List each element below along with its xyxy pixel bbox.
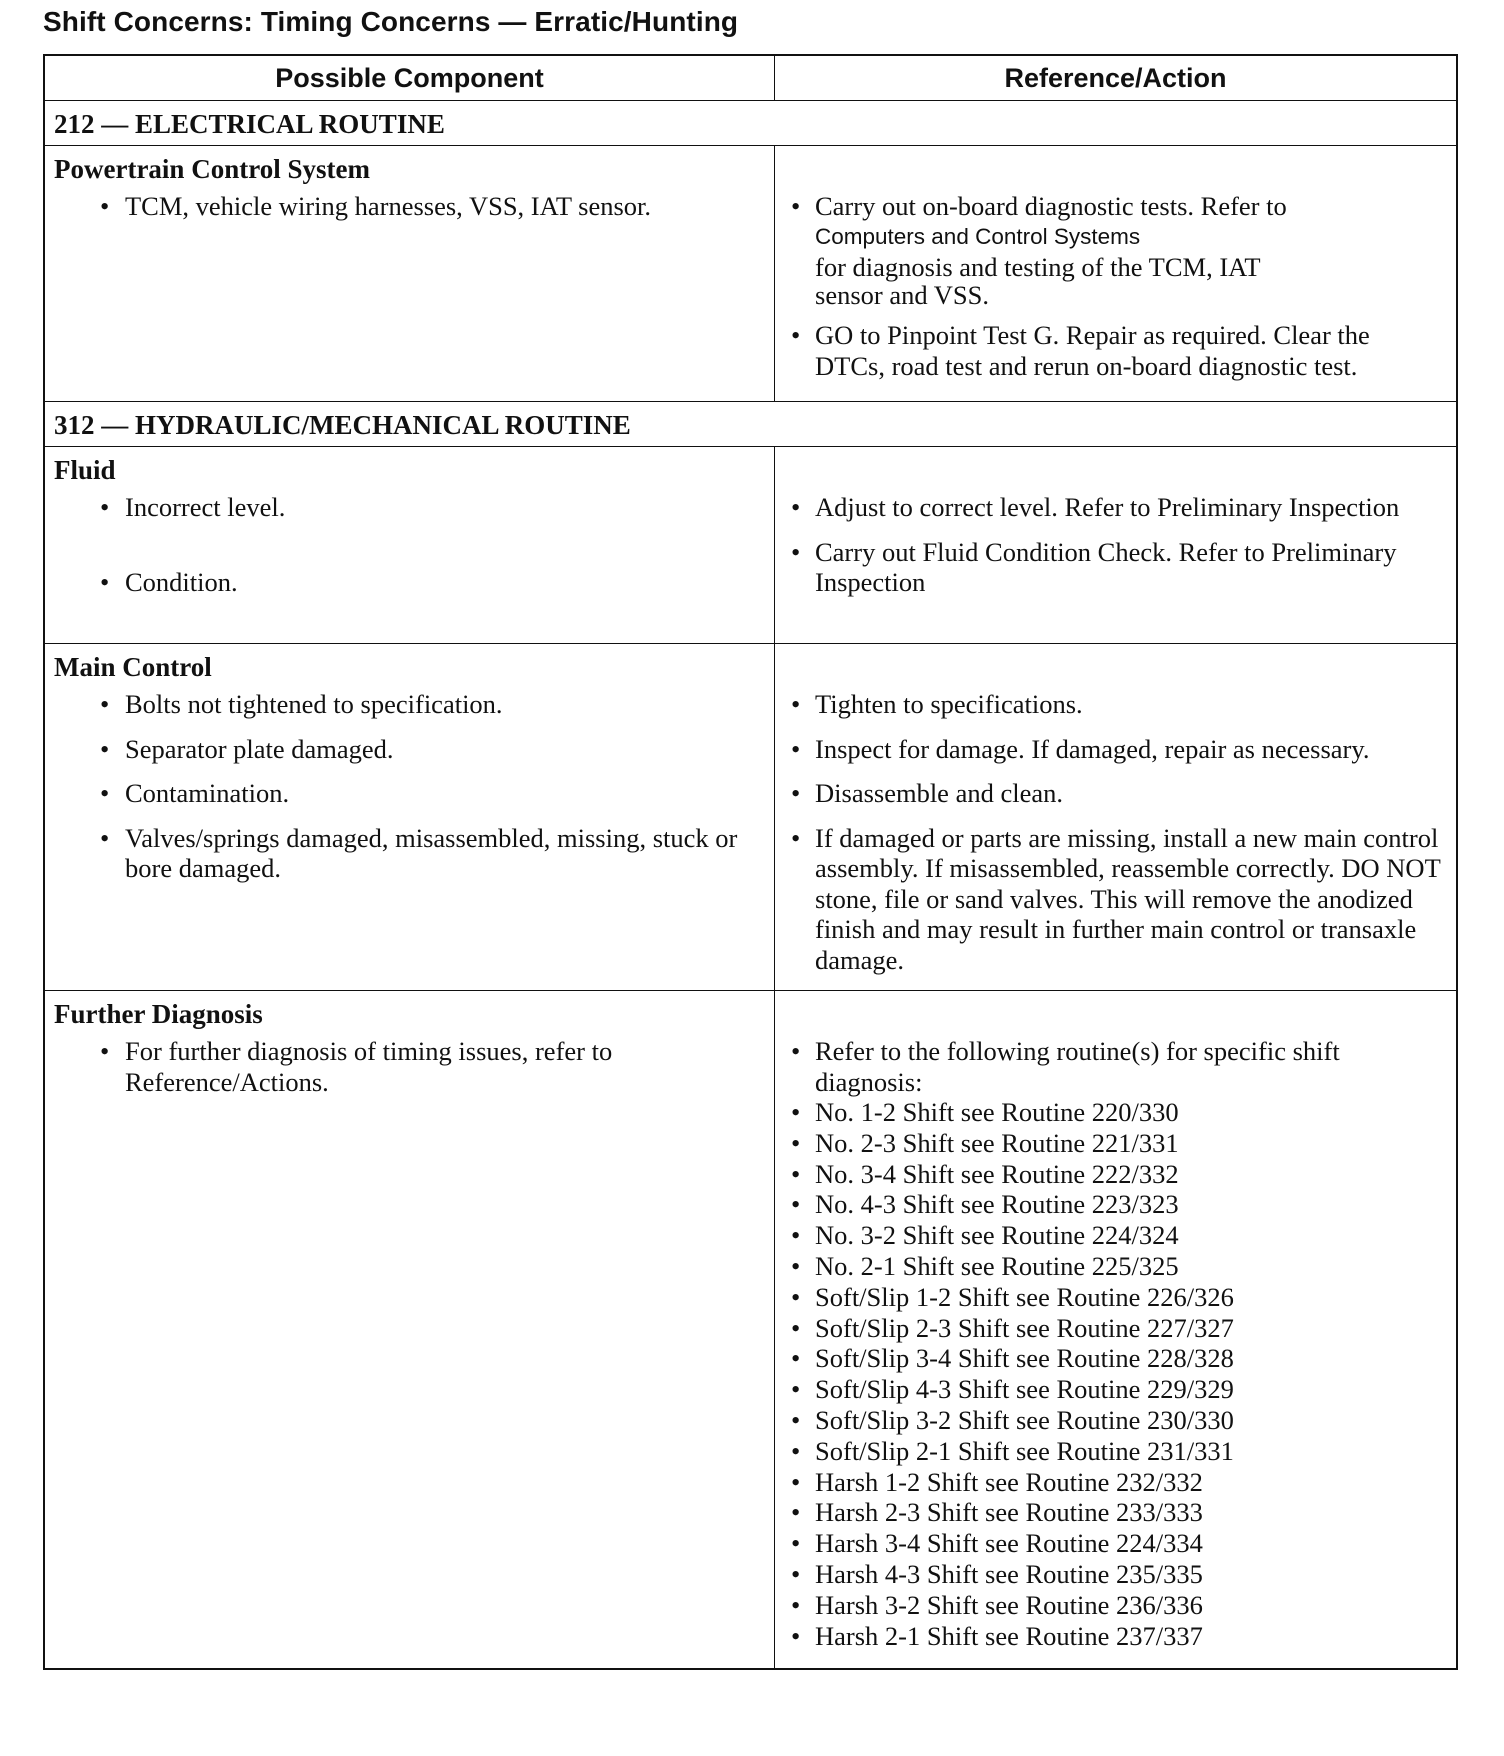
action-cell-main-control — [775, 644, 1456, 990]
action-item: • Disassemble and clean. — [775, 778, 1456, 809]
action-text: for diagnosis and testing of the TCM, IAT — [815, 251, 1261, 282]
routine-item: • Harsh 3-4 Shift see Routine 224/334 — [775, 1528, 1456, 1559]
action-item: • Carry out Fluid Condition Check. Refer to Preliminary Inspection — [775, 537, 1456, 598]
routine-item: • Harsh 2-3 Shift see Routine 233/333 — [775, 1497, 1456, 1528]
routine-item: • No. 2-3 Shift see Routine 221/331 — [775, 1128, 1456, 1159]
group-title-further-diagnosis: Further Diagnosis — [54, 999, 263, 1029]
component-cell-further-diagnosis — [45, 991, 775, 1668]
column-header-component: Possible Component — [45, 56, 775, 100]
action-item: • If damaged or parts are missing, install a new main control assembly. If misassembled, reassemble correctly. DO NOT stone, file or sand valves. This will remove the anodized finish and may result in further main control or transaxle damage. — [775, 823, 1456, 976]
routine-item: • Harsh 3-2 Shift see Routine 236/336 — [775, 1590, 1456, 1621]
routine-item: • No. 3-2 Shift see Routine 224/324 — [775, 1220, 1456, 1251]
group-title-fluid: Fluid — [54, 455, 116, 485]
routine-item: • No. 4-3 Shift see Routine 223/323 — [775, 1189, 1456, 1220]
table-header-row — [45, 56, 1456, 100]
routine-item: • Soft/Slip 1-2 Shift see Routine 226/326 — [775, 1282, 1456, 1313]
group-row-main-control — [45, 643, 1456, 990]
action-text: • Carry out on-board diagnostic tests. Refer to — [815, 191, 1287, 221]
group-row-powertrain — [45, 145, 1456, 401]
section-label-electrical: 212 — ELECTRICAL ROUTINE — [54, 109, 445, 139]
routine-item: • Soft/Slip 4-3 Shift see Routine 229/329 — [775, 1374, 1456, 1405]
diagnosis-table — [43, 54, 1458, 1670]
routine-item: • Harsh 1-2 Shift see Routine 232/332 — [775, 1467, 1456, 1498]
component-cell-main-control — [45, 644, 775, 990]
action-cell-fluid — [775, 447, 1456, 643]
component-item: • Separator plate damaged. — [45, 734, 774, 765]
group-title-main-control: Main Control — [54, 652, 212, 682]
routine-item: • Harsh 4-3 Shift see Routine 235/335 — [775, 1559, 1456, 1590]
action-item — [775, 191, 1456, 308]
component-item: • TCM, vehicle wiring harnesses, VSS, IAT sensor. — [45, 191, 774, 222]
routine-item: • No. 2-1 Shift see Routine 225/325 — [775, 1251, 1456, 1282]
action-cell-powertrain — [775, 146, 1456, 401]
page-title: Shift Concerns: Timing Concerns — Erratic/Hunting — [43, 6, 739, 37]
component-item: • Incorrect level. — [45, 492, 774, 553]
routine-item: • Soft/Slip 3-4 Shift see Routine 228/328 — [775, 1343, 1456, 1374]
routine-item: • Soft/Slip 2-3 Shift see Routine 227/327 — [775, 1313, 1456, 1344]
routine-item: • Harsh 2-1 Shift see Routine 237/337 — [775, 1621, 1456, 1652]
component-cell-powertrain — [45, 146, 775, 401]
reference-link[interactable]: Computers and Control Systems — [815, 223, 1141, 249]
component-item: • Condition. — [45, 567, 774, 598]
action-cell-further-diagnosis — [775, 991, 1456, 1668]
routine-item: • No. 3-4 Shift see Routine 222/332 — [775, 1159, 1456, 1190]
action-text: sensor and VSS. — [815, 280, 989, 310]
section-row-hydraulic — [45, 401, 1456, 446]
action-item: • Refer to the following routine(s) for specific shift diagnosis: — [775, 1036, 1456, 1097]
routine-item: • Soft/Slip 2-1 Shift see Routine 231/331 — [775, 1436, 1456, 1467]
component-item: • Contamination. — [45, 778, 774, 809]
action-item: • Adjust to correct level. Refer to Preliminary Inspection — [775, 492, 1456, 523]
group-title-powertrain: Powertrain Control System — [54, 154, 370, 184]
component-cell-fluid — [45, 447, 775, 643]
group-row-fluid — [45, 446, 1456, 643]
routine-list — [775, 1036, 1456, 1651]
action-item: • GO to Pinpoint Test G. Repair as required. Clear the DTCs, road test and rerun on-board diagnostic test. — [775, 320, 1456, 381]
column-header-action: Reference/Action — [1004, 63, 1227, 93]
section-label-hydraulic: 312 — HYDRAULIC/MECHANICAL ROUTINE — [54, 410, 631, 440]
group-row-further-diagnosis — [45, 990, 1456, 1668]
routine-item: • Soft/Slip 3-2 Shift see Routine 230/330 — [775, 1405, 1456, 1436]
action-item: • Inspect for damage. If damaged, repair as necessary. — [775, 734, 1456, 765]
component-item: • For further diagnosis of timing issues, refer to Reference/Actions. — [45, 1036, 774, 1097]
action-item: • Tighten to specifications. — [775, 689, 1456, 720]
section-row-electrical — [45, 100, 1456, 145]
routine-item: • No. 1-2 Shift see Routine 220/330 — [775, 1097, 1456, 1128]
component-item: • Valves/springs damaged, misassembled, missing, stuck or bore damaged. — [45, 823, 774, 884]
component-item: • Bolts not tightened to specification. — [45, 689, 774, 720]
